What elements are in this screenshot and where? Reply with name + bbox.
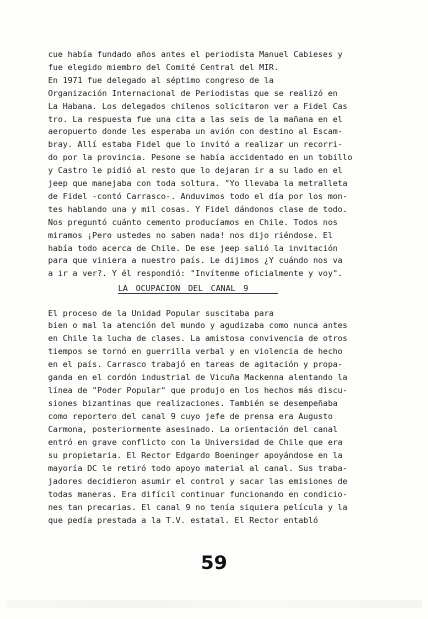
text-line: bien o mal la atención del mundo y agudizaba como nunca antes — [48, 320, 348, 331]
text-line: nes tan precarias. El canal 9 no tenía siquiera película y la — [48, 501, 348, 512]
page-number: 59 — [200, 552, 228, 574]
text-line: Organización Internacional de Periodistas que se realizó en — [48, 87, 338, 98]
text-line: que pedía prestada a la T.V. estatal. El Rector entabló — [48, 514, 319, 525]
text-line: do por la provincia. Pesone se había accidentado en un tobillo — [48, 152, 353, 163]
text-line: tro. La respuesta fue una cita a las seis de la mañana en el — [48, 113, 343, 124]
section-heading: LA OCUPACION DEL CANAL 9 — [118, 283, 278, 294]
text-line: ganda en el cordón industrial de Vicuña Mackenna alentando la — [48, 372, 348, 383]
text-line: La Habana. Los delegados chilenos solicitaron ver a Fidel Cas — [48, 100, 348, 111]
text-line: en Chile la lucha de clases. La amistosa convivencia de otros — [48, 333, 348, 344]
scan-edge-smudge — [6, 600, 422, 608]
text-line: todas maneras. Era difícil continuar funcionando en condicio- — [48, 488, 348, 499]
text-line: tes hablando una y mil cosas. Y Fidel dándonos clase de todo. — [48, 203, 348, 214]
text-line: había todo acerca de Chile. De ese jeep salió la invitación — [48, 242, 338, 253]
text-line: jadores decidieron asumir el control y sacar las emisiones de — [48, 475, 348, 486]
text-line: como reportero del canal 9 cuyo jefe de prensa era Augusto — [48, 411, 333, 422]
text-line: su propietaria. El Rector Edgardo Boeninger apoyándose en la — [48, 449, 343, 460]
text-line: Carmona, posteriormente asesinado. La orientación del canal — [48, 424, 338, 435]
text-line: miramos ¡Pero ustedes no saben nada! nos dijo riéndose. El — [48, 229, 333, 240]
text-line: El proceso de la Unidad Popular suscitaba para — [48, 307, 274, 318]
text-line: bray. Allí estaba Fidel que lo invitó a realizar un recorri- — [48, 139, 343, 150]
text-line: tiempos se tornó en guerrilla verbal y en violencia de hecho — [48, 346, 343, 357]
text-line: línea de "Poder Popular" que produjo en los hechos más discu- — [48, 385, 348, 396]
text-line: fue elegido miembro del Comité Central del MIR. — [48, 61, 279, 72]
text-line: de Fidel -contó Carrasco-. Anduvimos todo el día por los mon- — [48, 190, 348, 201]
text-line: a ir a ver?. Y él respondió: "Invítenme oficialmente y voy". — [48, 268, 343, 279]
text-line: en el país. Carrasco trabajó en tareas de agitación y propa- — [48, 359, 343, 370]
text-line: para que viniera a nuestro país. Le dijimos ¿Y cuándo nos va — [48, 255, 343, 266]
text-line: jeep que manejaba con toda soltura. "Yo llevaba la metralleta — [48, 178, 348, 188]
text-line: y Castro le pidió al resto que lo dejaran ir a su lado en el — [48, 165, 343, 176]
text-line: entró en grave conflicto con la Universidad de Chile que era — [48, 437, 343, 447]
text-line: mayoría DC le retiró todo apoyo material al canal. Sus traba- — [48, 462, 348, 473]
text-line: En 1971 fue delegado al séptimo congreso de la — [48, 74, 274, 85]
text-line: siones bizantinas que realizaciones. También se desempeñaba — [48, 398, 338, 409]
text-line: aeropuerto donde les esperaba un avión con destino al Escam- — [48, 126, 343, 137]
text-line: Nos preguntó cuánto cemento producíamos en Chile. Todos nos — [48, 216, 338, 227]
text-line: cue había fundado años antes el periodista Manuel Cabieses y — [48, 49, 343, 59]
